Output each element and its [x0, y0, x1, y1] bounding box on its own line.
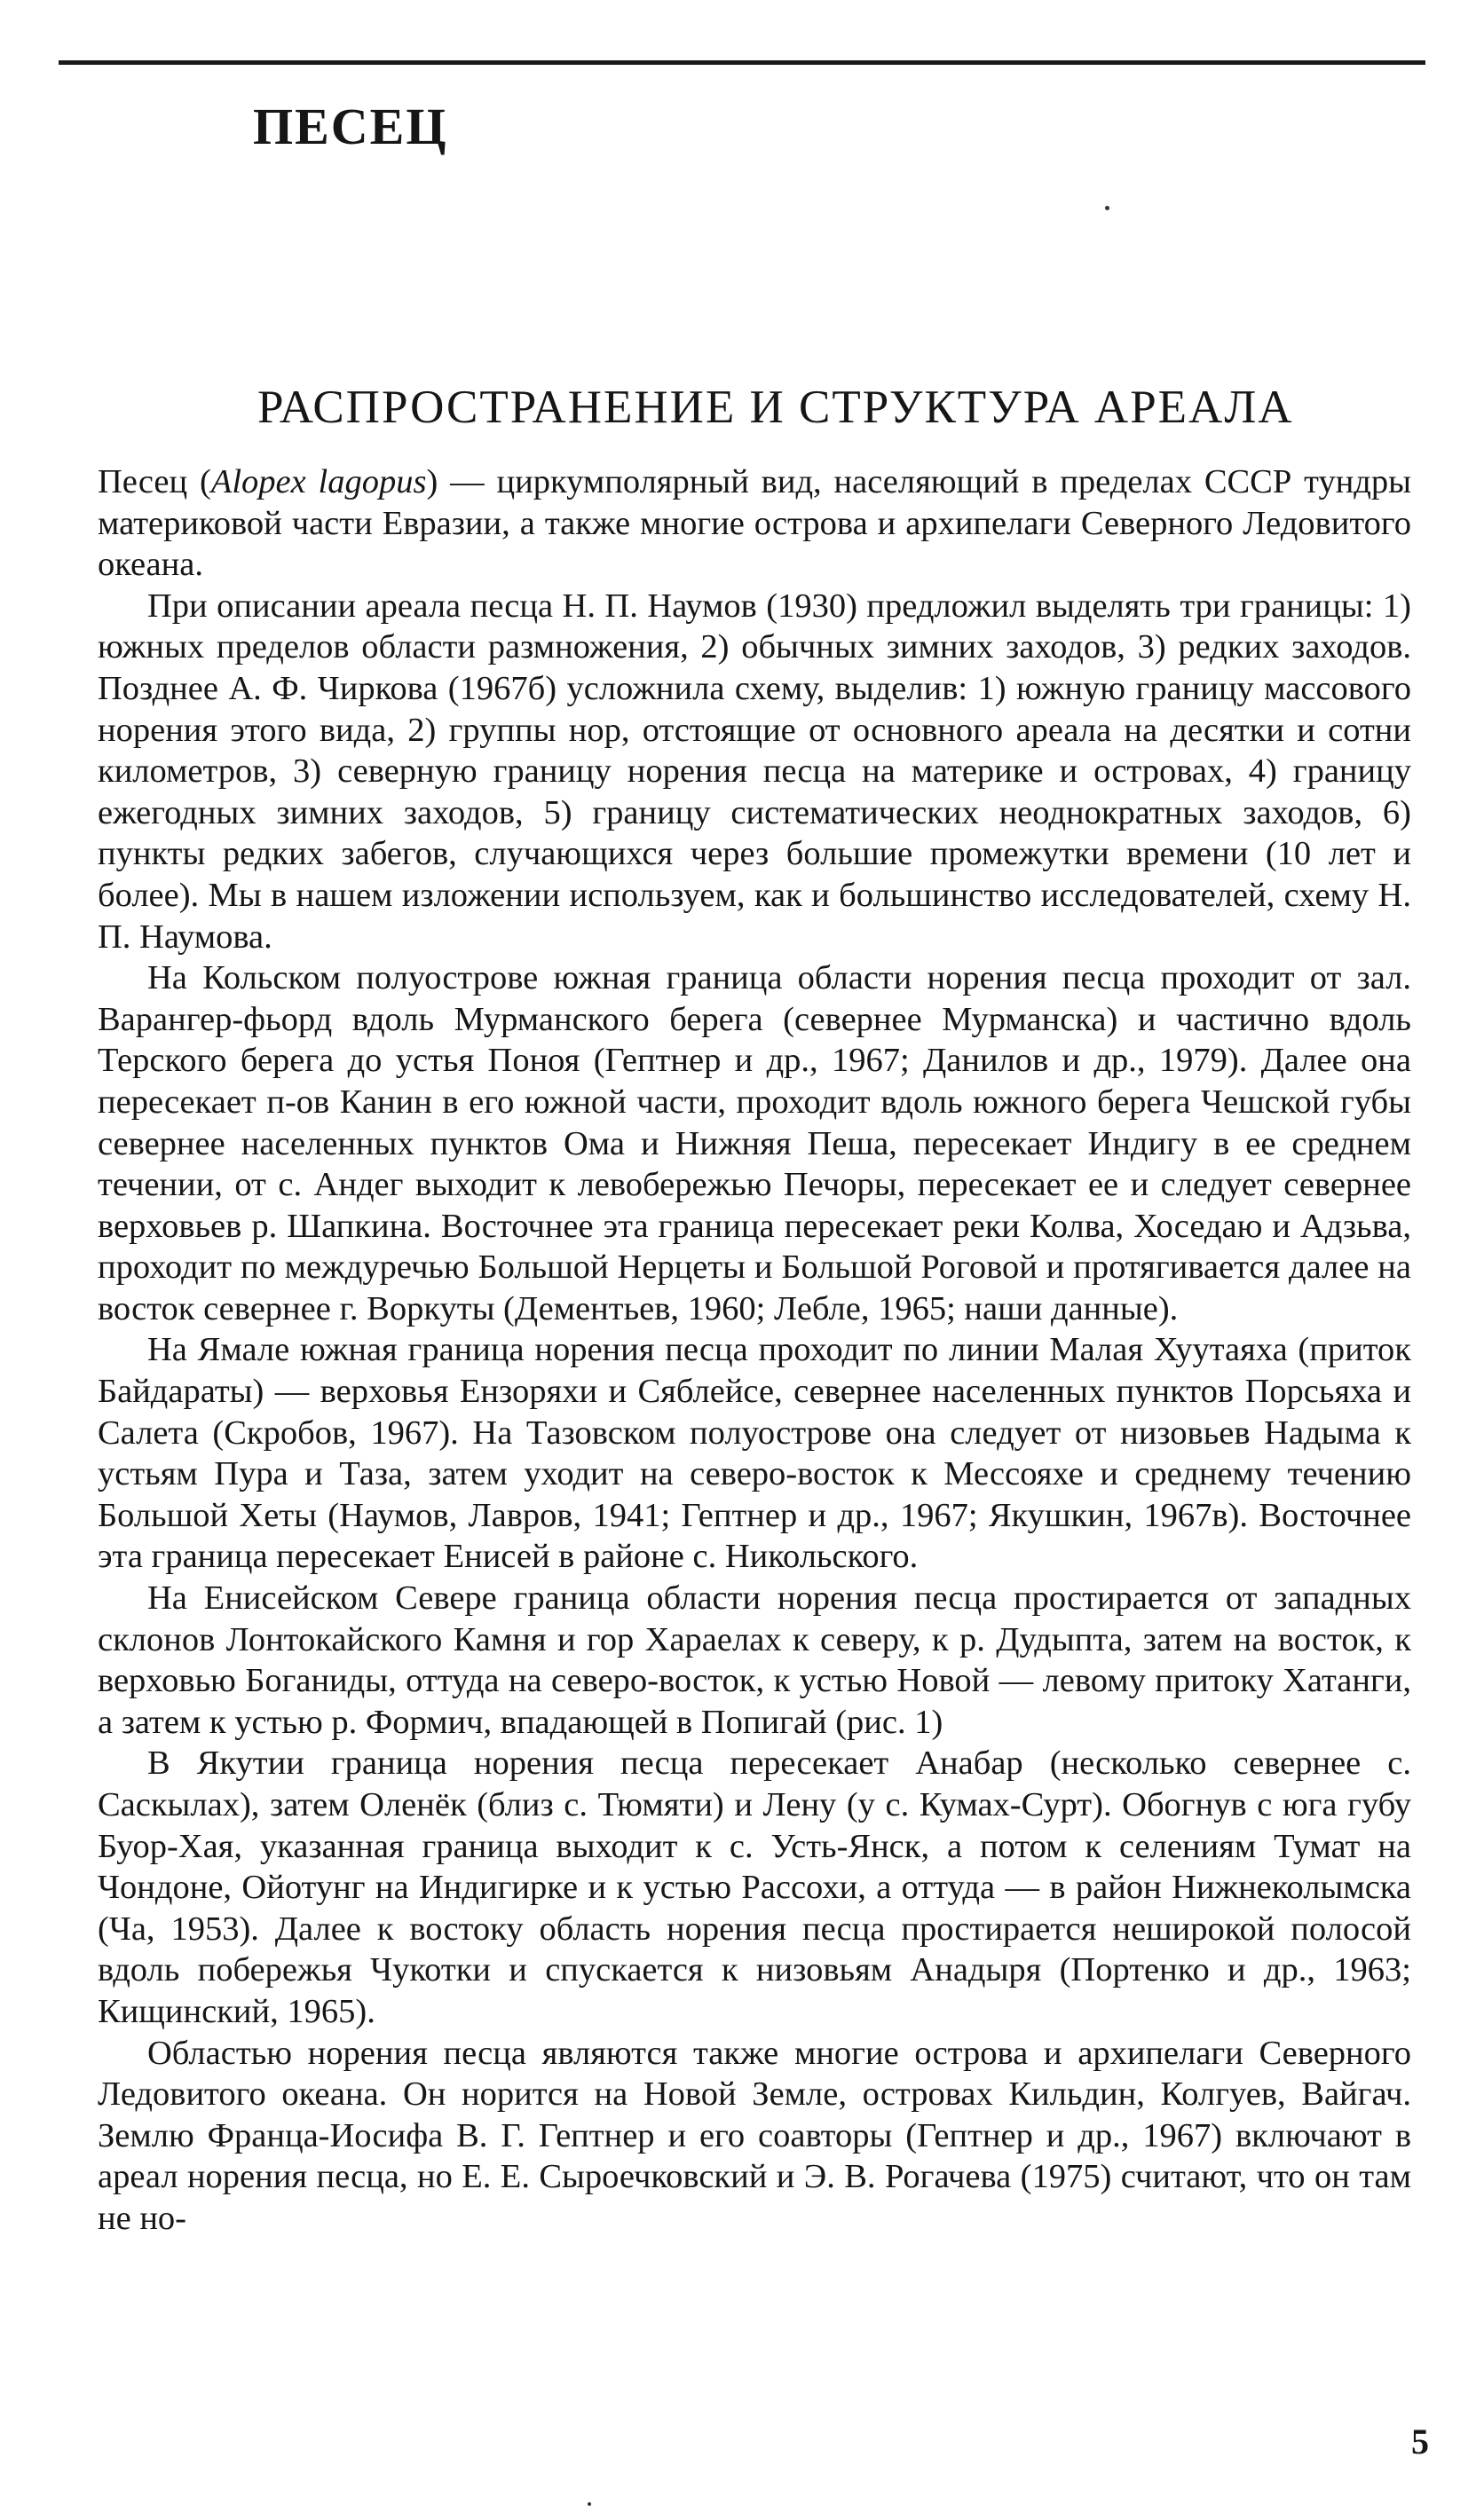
paragraph-islands: Областью норения песца являются также многие острова и архипелаги Северного Ледовитого океана. Он норится на Новой Земле, островах Кильдин, Колгуев, Вайгач. Землю Франца-Иосифа В. Г. Гептнер и его соавторы (Гептнер и др., 1967) включают в ареал норения песца, но Е. Е. Сыроечковский и Э. В. Рогачева (1975) считают, что он там не но-: [98, 2034, 1411, 2237]
article-body: [98, 461, 1411, 2240]
latin-name: Alopex lagopus: [210, 463, 427, 500]
intro-paragraph: Песец (Alopex lagopus) — циркумполярный вид, населяющий в пределах СССР тундры материковой части Евразии, а также многие острова и архипелаги Северного Ледовитого океана.: [98, 463, 1412, 584]
chapter-title: ПЕСЕЦ: [253, 98, 448, 155]
intro-text: ) — циркумполярный вид, населяющий в пределах СССР тундры материковой части Евразии, а также многие острова и архипелаги Северного Ледовитого океана.: [98, 463, 1412, 584]
species-name: Песец: [98, 463, 188, 500]
print-speck: [1105, 206, 1109, 210]
section-title: РАСПРОСТРАНЕНИЕ И СТРУКТУРА АРЕАЛА: [257, 382, 1294, 433]
paragraph-yamal: На Ямале южная граница норения песца проходит по линии Малая Хуутаяха (приток Байдараты) — верховья Ензоряхи и Сяблейсе, севернее населенных пунктов Порсьяха и Салета (Скробов, 1967). На Тазовском полуострове она следует от низовьев Надыма к устьям Пура и Таза, затем уходит на северо-восток к Мессояхе и среднему течению Большой Хеты (Наумов, Лавров, 1941; Гептнер и др., 1967; Якушкин, 1967в). Восточнее эта граница пересекает Енисей в районе с. Никольского.: [98, 1331, 1411, 1576]
paragraph-kola: На Кольском полуострове южная граница области норения песца проходит от зал. Варангер-фьорд вдоль Мурманского берега (севернее Мурманска) и частично вдоль Терского берега до устья Поноя (Гептнер и др., 1967; Данилов и др., 1979). Далее она пересекает п-ов Канин в его южной части, проходит вдоль южного берега Чешской губы севернее населенных пунктов Ома и Нижняя Пеша, пересекает Индигу в ее среднем течении, от с. Андег выходит к левобережью Печоры, пересекает ее и следует севернее верховьев р. Шапкина. Восточнее эта граница пересекает реки Колва, Хоседаю и Адзьва, проходит по междуречью Большой Нерцеты и Большой Роговой и протягивается далее на восток севернее г. Воркуты (Дементьев, 1960; Лебле, 1965; наши данные).: [98, 959, 1411, 1327]
paragraph-yenisei: На Енисейском Севере граница области норения песца простирается от западных склонов Лонтокайского Камня и гор Хараелах к северу, к р. Дудыпта, затем на восток, к верховью Боганиды, оттуда на северо-восток, к устью Новой — левому притоку Хатанги, а затем к устью р. Формич, впадающей в Попигай (рис. 1): [98, 1579, 1411, 1741]
print-speck: [588, 2502, 591, 2506]
paragraph-yakutia: В Якутии граница норения песца пересекает Анабар (несколько севернее с. Саскылах), затем Оленёк (близ с. Тюмяти) и Лену (у с. Кумах-Сурт). Обогнув с юга губу Буор-Хая, указанная граница выходит к с. Усть-Янск, а потом к селениям Тумат на Чондоне, Ойотунг на Индигирке и к устью Рассохи, а оттуда — в район Нижнеколымска (Ча, 1953). Далее к востоку область норения песца простирается неширокой полосой вдоль побережья Чукотки и спускается к низовьям Анадыря (Портенко и др., 1963; Кищинский, 1965).: [98, 1744, 1411, 2030]
top-rule: [59, 60, 1425, 65]
paragraph-range-boundaries: При описании ареала песца Н. П. Наумов (1930) предложил выделять три границы: 1) южных пределов области размножения, 2) обычных зимних заходов, 3) редких заходов. Позднее А. Ф. Чиркова (1967б) усложнила схему, выделив: 1) южную границу массового норения этого вида, 2) группы нор, отстоящие от основного ареала на десятки и сотни километров, 3) северную границу норения песца на материке и островах, 4) границу ежегодных зимних заходов, 5) границу систематических неоднократных заходов, 6) пункты редких забегов, случающихся через большие промежутки времени (10 лет и более). Мы в нашем изложении используем, как и большинство исследователей, схему Н. П. Наумова.: [98, 587, 1411, 956]
page-number: 5: [1411, 2422, 1429, 2461]
